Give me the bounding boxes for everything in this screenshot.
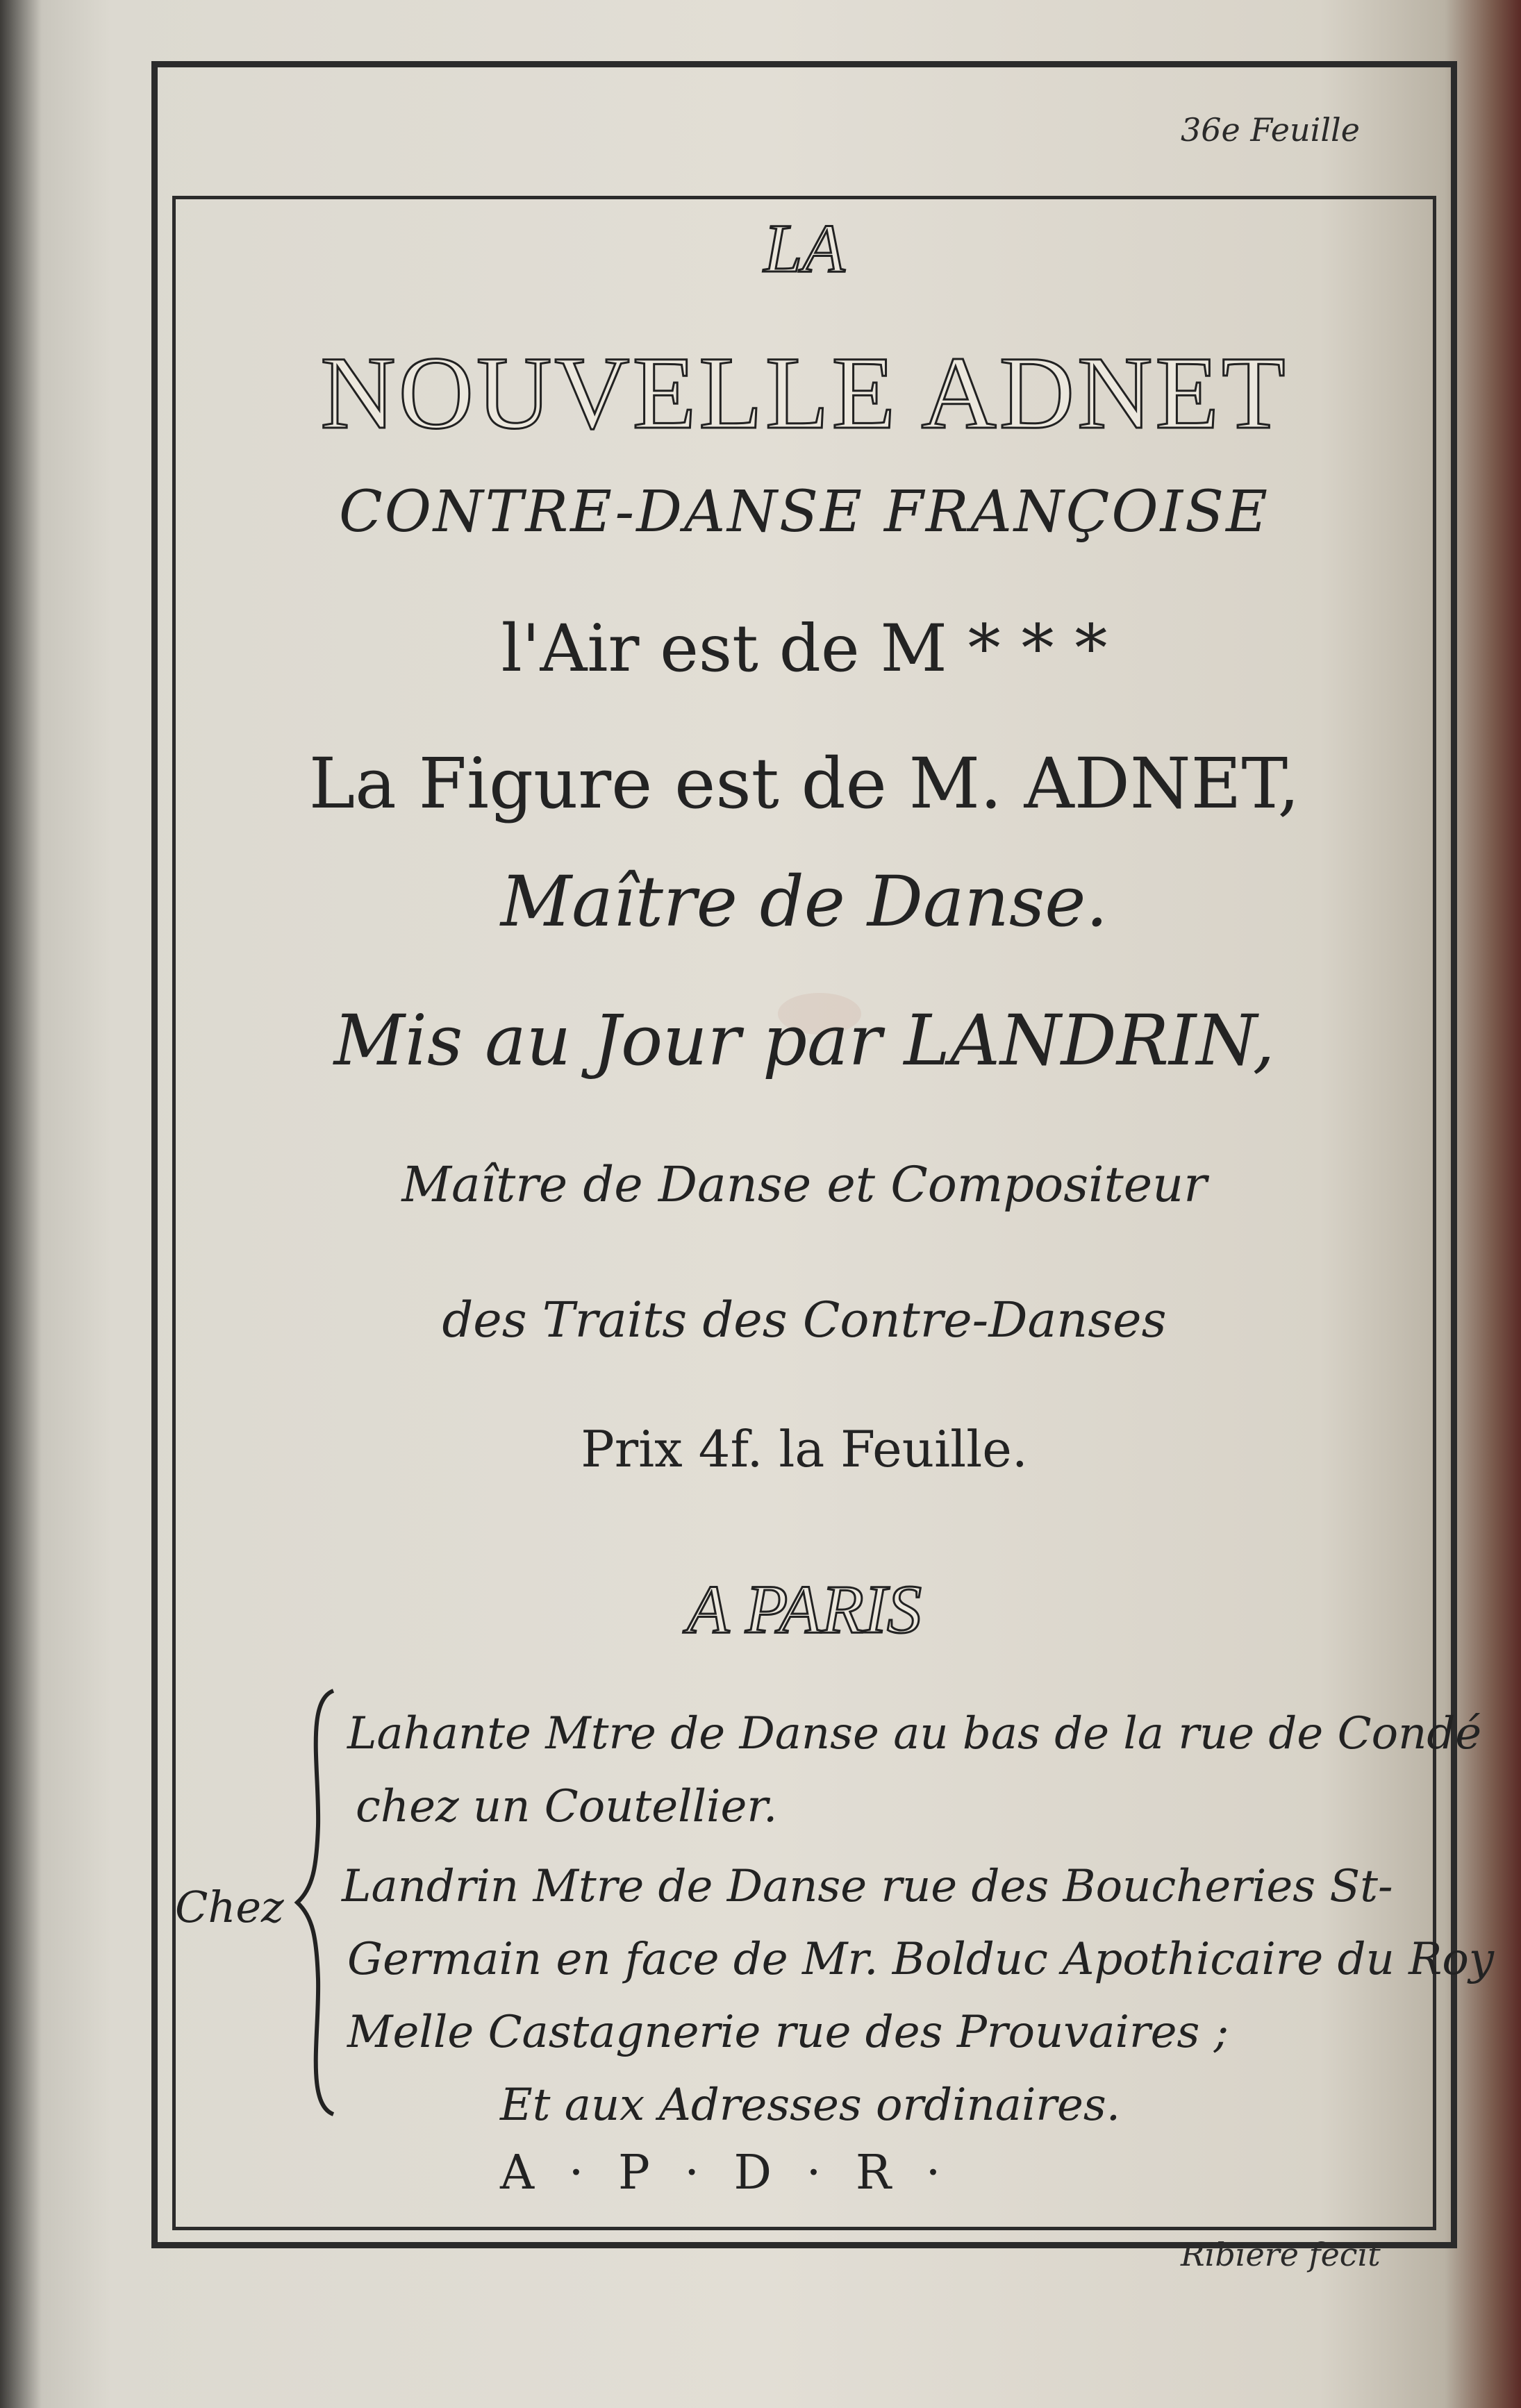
sheet-number: 36e Feuille — [1181, 111, 1360, 149]
air-credit: l'Air est de M * * * — [501, 611, 1108, 687]
seller-line: Lahante Mtre de Danse au bas de la rue de Condé — [347, 1708, 1482, 1759]
sellers-chez: Chez — [175, 1882, 284, 1932]
seller-line: chez un Coutellier. — [356, 1781, 778, 1832]
seller-line: Germain en face de Mr. Bolduc Apothicaire du Roy — [347, 1934, 1494, 1985]
price: Prix 4f. la Feuille. — [581, 1420, 1028, 1478]
engraver-signature: Ribiere fecit — [1181, 2236, 1381, 2273]
seller-line: Landrin Mtre de Danse rue des Boucheries St- — [342, 1861, 1393, 1912]
title-article: LA — [763, 210, 845, 287]
place-of-publication: A PARIS — [687, 1571, 922, 1648]
curly-brace — [292, 1687, 347, 2118]
seller-line: Et aux Adresses ordinaires. — [500, 2080, 1121, 2131]
seller-line: Melle Castagnerie rue des Prouvaires ; — [347, 2007, 1229, 2058]
title-subtitle: CONTRE-DANSE FRANÇOISE — [338, 479, 1270, 545]
publisher-role-2: des Traits des Contre-Danses — [442, 1291, 1167, 1348]
figure-credit: La Figure est de M. ADNET, — [308, 743, 1300, 824]
title-name: NOUVELLE ADNET — [320, 335, 1288, 451]
publisher-role-1: Maître de Danse et Compositeur — [401, 1156, 1207, 1213]
publisher-credit: Mis au Jour par LANDRIN, — [333, 1000, 1275, 1081]
privilege-mark: A · P · D · R · — [500, 2146, 951, 2200]
figure-role: Maître de Danse. — [500, 861, 1108, 942]
